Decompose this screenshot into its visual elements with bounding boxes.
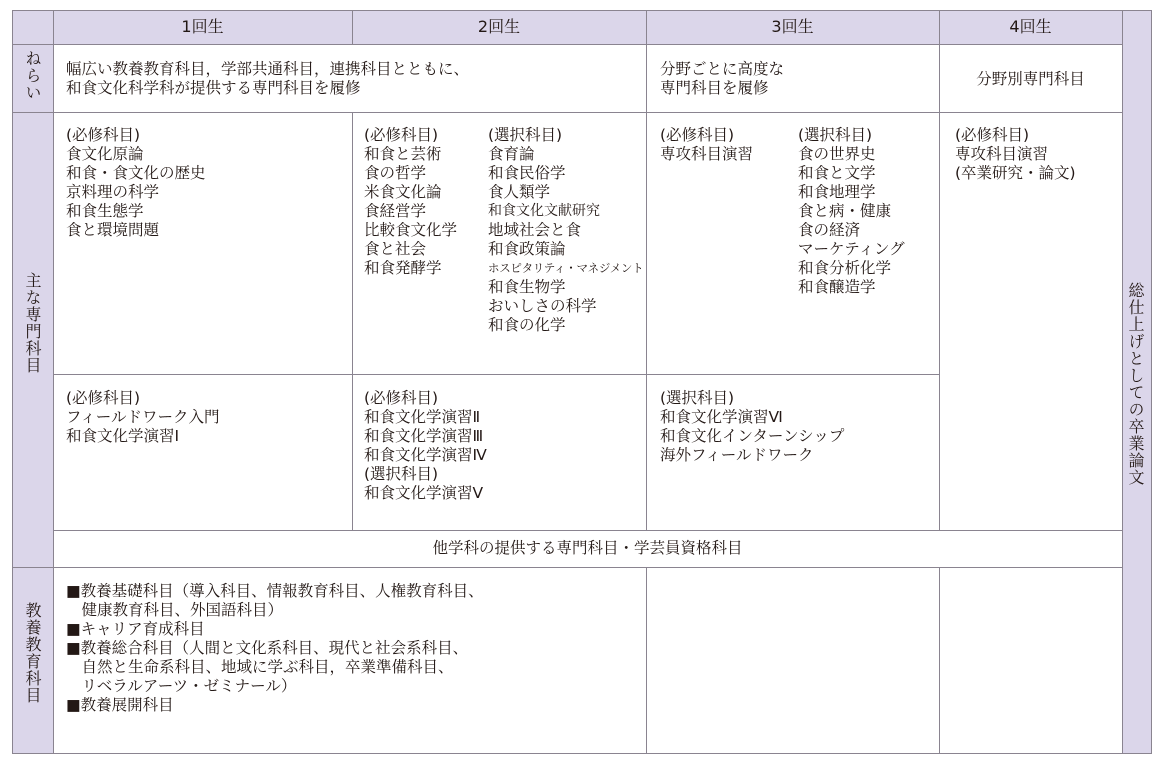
major-y2-elective-block bbox=[488, 126, 643, 335]
header-year3: 3回生 bbox=[771, 17, 814, 36]
major-lower-y2-block bbox=[364, 389, 487, 503]
major-y3-required-block bbox=[660, 126, 753, 164]
list-item: リベラルアーツ・ゼミナール） bbox=[66, 677, 297, 695]
list-item: 食の哲学 bbox=[364, 164, 427, 182]
aim-y4: 分野別専門科目 bbox=[976, 70, 1085, 88]
major-y2-required-heading: (必修科目) bbox=[364, 126, 439, 144]
list-item: 地域社会と食 bbox=[488, 221, 582, 239]
list-item: ■教養基礎科目（導入科目、情報教育科目、人権教育科目、 bbox=[66, 582, 484, 600]
list-item: 和食・食文化の歴史 bbox=[66, 164, 206, 182]
major-lower-y2-heading2: (選択科目) bbox=[364, 465, 439, 483]
major-y3-required-heading: (必修科目) bbox=[660, 126, 735, 144]
list-item: ホスピタリティ・マネジメント bbox=[488, 261, 644, 275]
list-item: 和食地理学 bbox=[798, 183, 876, 201]
list-item: 和食文化学演習Ⅴ bbox=[364, 484, 484, 502]
list-item: 和食文化インターンシップ bbox=[660, 427, 845, 445]
list-item: おいしさの科学 bbox=[488, 297, 597, 315]
list-item: 和食発酵学 bbox=[364, 259, 442, 277]
major-lower-y3-heading: (選択科目) bbox=[660, 389, 735, 407]
list-item: 食と社会 bbox=[364, 240, 427, 258]
curriculum-table bbox=[12, 10, 1152, 754]
major-y2-elective-heading: (選択科目) bbox=[488, 126, 563, 144]
list-item: 和食文化学演習Ⅵ bbox=[660, 408, 783, 426]
list-item: 食人類学 bbox=[488, 183, 551, 201]
major-y1-heading: (必修科目) bbox=[66, 126, 141, 144]
list-item: 健康教育科目、外国語科目） bbox=[66, 601, 284, 619]
list-item: 食と環境問題 bbox=[66, 221, 160, 239]
row-label-major: 主な専門科目 bbox=[23, 272, 42, 374]
list-item: 比較食文化学 bbox=[364, 221, 458, 239]
list-item: フィールドワーク入門 bbox=[66, 408, 220, 426]
list-item: 食の経済 bbox=[798, 221, 861, 239]
list-item: 専攻科目演習 bbox=[660, 145, 754, 163]
aim-y3-line1: 分野ごとに高度な bbox=[660, 60, 785, 78]
header-year4: 4回生 bbox=[1009, 17, 1052, 36]
list-item: 和食醸造学 bbox=[798, 278, 876, 296]
major-lower-y1-block bbox=[66, 389, 219, 446]
list-item: 和食文化学演習Ⅰ bbox=[66, 427, 180, 445]
list-item: (卒業研究・論文) bbox=[955, 164, 1076, 182]
list-item: 食育論 bbox=[488, 145, 535, 163]
list-item: ■教養展開科目 bbox=[66, 696, 174, 714]
list-item: ■キャリア育成科目 bbox=[66, 620, 205, 638]
list-item: 食と病・健康 bbox=[798, 202, 892, 220]
major-y3-elective-block bbox=[798, 126, 905, 297]
row-label-general: 教養教育科目 bbox=[23, 602, 42, 704]
list-item: 食経営学 bbox=[364, 202, 427, 220]
list-item: 和食分析化学 bbox=[798, 259, 892, 277]
list-item: 和食と芸術 bbox=[364, 145, 442, 163]
major-lower-y2-heading: (必修科目) bbox=[364, 389, 439, 407]
list-item: 和食の化学 bbox=[488, 316, 566, 334]
major-y4-block bbox=[955, 126, 1076, 183]
general-block bbox=[66, 582, 484, 715]
list-item: 食文化原論 bbox=[66, 145, 144, 163]
major-lower-y3-block bbox=[660, 389, 844, 465]
list-item: 和食文化文献研究 bbox=[488, 203, 600, 219]
list-item: ■教養総合科目（人間と文化系科目、現代と社会系科目、 bbox=[66, 639, 469, 657]
major-y4-heading: (必修科目) bbox=[955, 126, 1030, 144]
other-dept-courses: 他学科の提供する専門科目・学芸員資格科目 bbox=[432, 539, 743, 557]
header-year2: 2回生 bbox=[477, 17, 521, 36]
aim-y3-line2: 専門科目を履修 bbox=[660, 79, 769, 97]
header-year1: 1回生 bbox=[181, 17, 224, 36]
list-item: 和食生物学 bbox=[488, 278, 566, 296]
major-y1-block bbox=[66, 126, 206, 240]
list-item: 海外フィールドワーク bbox=[660, 446, 814, 464]
list-item: 和食生態学 bbox=[66, 202, 144, 220]
list-item: 和食と文学 bbox=[798, 164, 876, 182]
list-item: 和食文化学演習Ⅲ bbox=[364, 427, 484, 445]
list-item: 専攻科目演習 bbox=[955, 145, 1049, 163]
aim-y12-line2: 和食文化科学科が提供する専門科目を履修 bbox=[66, 79, 361, 97]
list-item: 和食政策論 bbox=[488, 240, 566, 258]
major-y3-elective-heading: (選択科目) bbox=[798, 126, 873, 144]
list-item: 米食文化論 bbox=[364, 183, 442, 201]
list-item: 食の世界史 bbox=[798, 145, 876, 163]
aim-y12-line1: 幅広い教養教育科目，学部共通科目，連携科目とともに、 bbox=[66, 60, 470, 78]
list-item: 和食文化学演習Ⅱ bbox=[364, 408, 481, 426]
major-lower-y1-heading: (必修科目) bbox=[66, 389, 141, 407]
list-item: 和食民俗学 bbox=[488, 164, 566, 182]
list-item: 和食文化学演習Ⅳ bbox=[364, 446, 487, 464]
list-item: 自然と生命系科目、地域に学ぶ科目，卒業準備科目、 bbox=[66, 658, 454, 676]
list-item: 京料理の科学 bbox=[66, 183, 160, 201]
row-label-thesis: 総仕上げとしての卒業論文 bbox=[1126, 282, 1145, 486]
row-label-aim: ねらい bbox=[23, 50, 42, 101]
major-y2-required-block bbox=[364, 126, 457, 278]
list-item: マーケティング bbox=[798, 240, 905, 258]
